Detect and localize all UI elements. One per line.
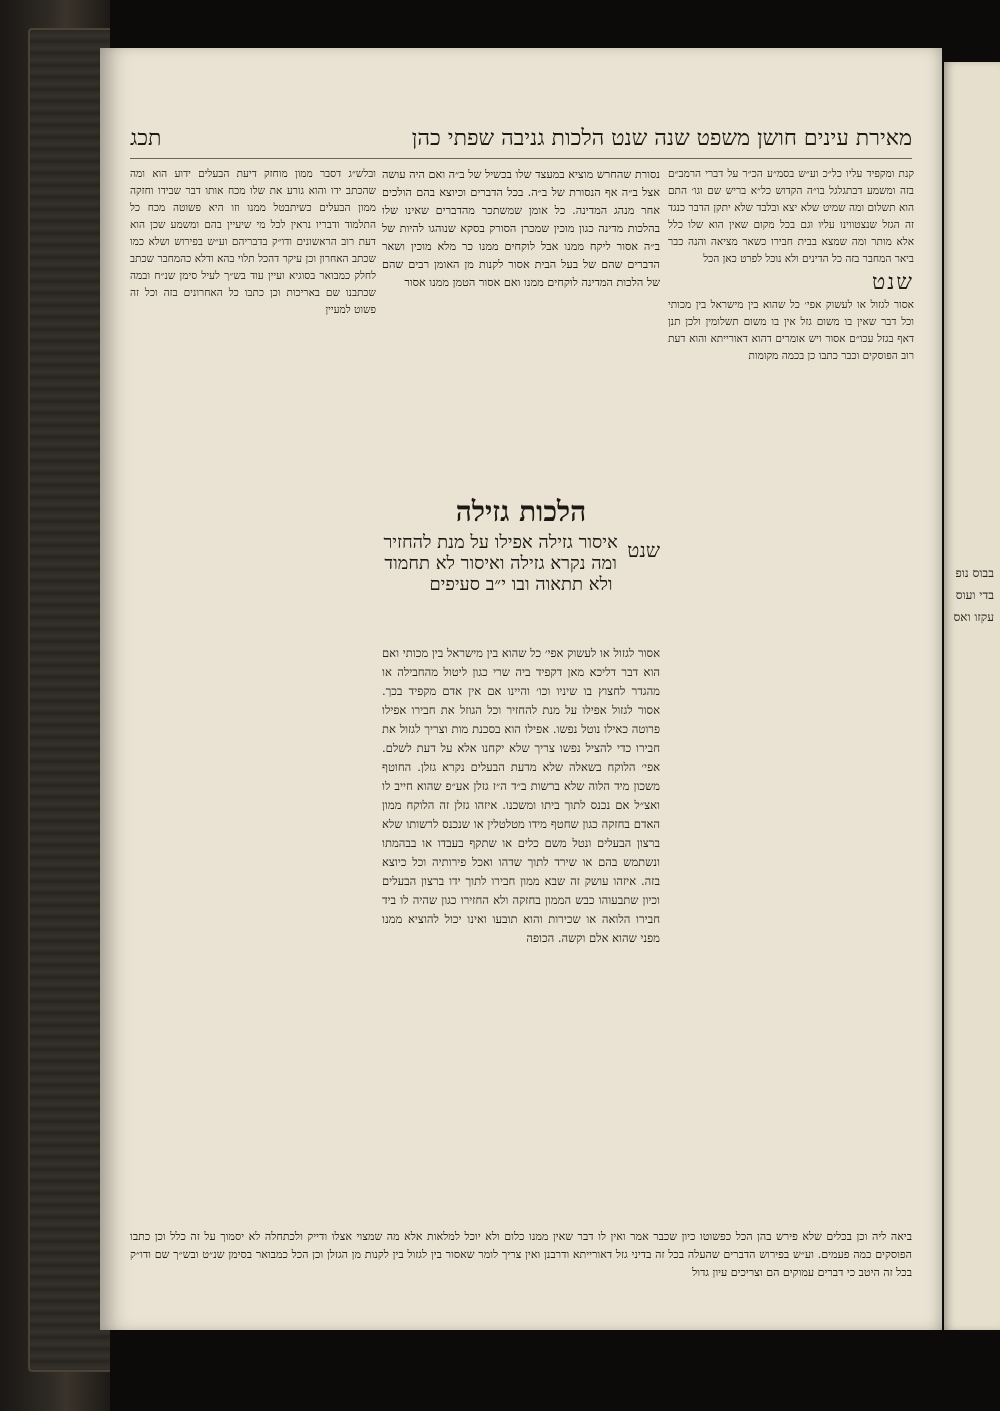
binding-frame bbox=[28, 28, 110, 1372]
next-page-text: בבוס נופ בדי ועוס עקזו ואס bbox=[953, 566, 994, 624]
main-text-upper bbox=[382, 166, 660, 484]
commentary-right-text: קנת ומקפיד עליו כל״כ וע״ש בסמ״ע הכ״ר על דברי הרמב״ם בזה ומשמע דבתגלגל בו״ה הקדוש כל״א בריש שם וגו׳ התם הוא תשלום ומה שמיט שלא יצא ובלבד שלא יתקן הדבר כנגד זה הגזל שנצטווינו עליו וגם בכל מקום שאין הוא שלו כלל אלא מותר ומה שמצא בבית חבירו כשאר מציאה והנה כבר ביאר המחבר בזה כל הדינים ולא נוכל לפרט כאן הכל bbox=[668, 168, 914, 265]
bottom-commentary bbox=[130, 1228, 912, 1328]
bottom-commentary-text: ביאה ליה וכן בכלים שלא פירש בהן הכל כפשוטו כיון שכבר אמר ואין לו דבר שאין ממנו כלום ולא יוכל למלאות אלא מה שמצוי אצלו ודייק ולכתחלה לא יסמוך על זה כלל וכן כתבו הפוסקים כמה פעמים. וע״ש בפירוש הדברים שהעלה בכל זה בדיני גזל דאורייתא ודרבנן ואין צריך לומר שאסור בין לגזול בין לקנות מן הגזלן וכן הכל כמבואר בסימן שנ״ט ובש״ך שם ודו״ק בכל זה היטב כי דברים עמוקים הם וצריכים עיון גדול bbox=[130, 1230, 912, 1279]
book-page bbox=[100, 48, 942, 1330]
header-rule bbox=[130, 158, 912, 159]
folio-number: תכג bbox=[130, 126, 162, 151]
commentary-column-right bbox=[668, 166, 914, 1136]
main-text-upper-content: נסורת שהחרש מוציא במעצד שלו בכשיל של ב״ה ואם היה עושה אצל ב״ה אף הנסורת של ב״ה. בכל הדברים וכיוצא בהם הולכים אחר מנהג המדינה. כל אומן שמשתכר מהדברים שאינו שלו בהלכות מדינה כגון מוכין שמכרן הסורק בסקא שנוהגו להיות של ב״ה אסור ליקח ממנו אבל לוקחים ממנו כר מלא מוכין ושאר הדברים שהם של בעל הבית אסור לקנות מן האומן רבים שהם של הלכות המדינה לוקחים ממנו ואם אסור הטמן ממנו אסור bbox=[382, 168, 660, 289]
running-head-title: מאירת עינים חושן משפט שנה שנט הלכות גניבה שפתי כהן bbox=[411, 126, 912, 151]
main-text-body-content: אסור לגזול או לעשוק אפי׳ כל שהוא בין מישראל בין מכותי ואם הוא דבר דליכא מאן דקפיד ביה שרי כגון ליטול מהחבילה או מהגדר לחצוץ בו שיניו וכו׳ והיינו אם אין אדם מקפיד בכך. אסור לגזול אפילו על מנת להחזיר וכל הגוזל את חבירו אפילו פרוטה כאילו נוטל נפשו. אפילו הוא בסכנת מות וצריך לגזול את חבירו כדי להציל נפשו צריך שלא יקחנו אלא על דעת לשלם. אפי׳ הלוקח בשאלה שלא מדעת הבעלים נקרא גזלן. החוטף משכון מיד הלוה שלא ברשות ב״ד ה״ז גזלן אע״פ שהוא חייב לו ואצ״ל אם נכנס לתוך ביתו ומשכנו. איזהו גזלן זה הלוקח ממון האדם בחזקה כגון שחטף מידו מטלטלין או שנכנס לרשותו שלא ברצון הבעלים ונטל משם כלים או שתקף בעבדו או בבהמתו ונשתמש בהם או שירד לתוך שדהו ואכל פירותיה וכל כיוצא בזה. איזהו עושק זה שבא ממון חבירו לתוך ידו ברצון הבעלים וכיון שתבעוהו כבש הממון בחזקה ולא החזירו כגון שהיה לו ביד חבירו הלואה או שכירות והוא תובעו ואינו יכול להוציא ממנו מפני שהוא אלם וקשה. הכופה bbox=[382, 646, 660, 945]
section-heading: איסור גזילה אפילו על מנת להחזיר ומה נקרא גזילה ואיסור לא תחמוד ולא תתאוה ובו י״ב סעיפים bbox=[383, 532, 618, 595]
main-text-body bbox=[382, 644, 660, 1154]
section-title-block bbox=[382, 492, 660, 642]
commentary-right-continuation: אסור לגזול או לעשוק אפי׳ כל שהוא בין מישראל בין מכותי וכל דבר שאין בו משום גזל אין בו משום תשלומין ולכן תנן דאף בגזל עכו״ם אסור ויש אומרים דהוא דאורייתא והוא דעת רוב הפוסקים וכבר כתבו כן בכמה מקומות bbox=[668, 299, 914, 362]
running-head bbox=[130, 120, 912, 156]
section-mark-main: שנט bbox=[627, 538, 660, 562]
section-mark: שנט bbox=[871, 270, 914, 295]
book-binding bbox=[0, 0, 110, 1411]
commentary-left-text: ובלש״ג דסבר ממון מוחזק דיעת הבעלים ידוע הוא ומה שהכתב ידו והוא גורע את שלו מכח אותו דבר שבידו וחזקה ממון הבעלים כשיתבטל ממנו וזו היא פשוטה מכח כל התלמוד ודבריו נראין לכל מי שיעיין בהם ומשמע שכן הוא דעת רוב הראשונים ודו״ק בדבריהם וע״ש בפירוש ושלא כמו שכתב האחרון וכן עיקר דהכל תלוי בהא ודלא כהמחבר שכתב לחלק כמבואר בסוגיא ועיין עוד בש״ך לעיל סימן שנ״ח ובמה שכתבנו שם באריכות וכן כתבו כל האחרונים בזה וכל זה פשוט למעיין bbox=[130, 168, 376, 316]
section-title: הלכות גזילה bbox=[455, 495, 587, 528]
commentary-column-left bbox=[130, 166, 376, 1216]
next-page-edge bbox=[944, 62, 1000, 1330]
